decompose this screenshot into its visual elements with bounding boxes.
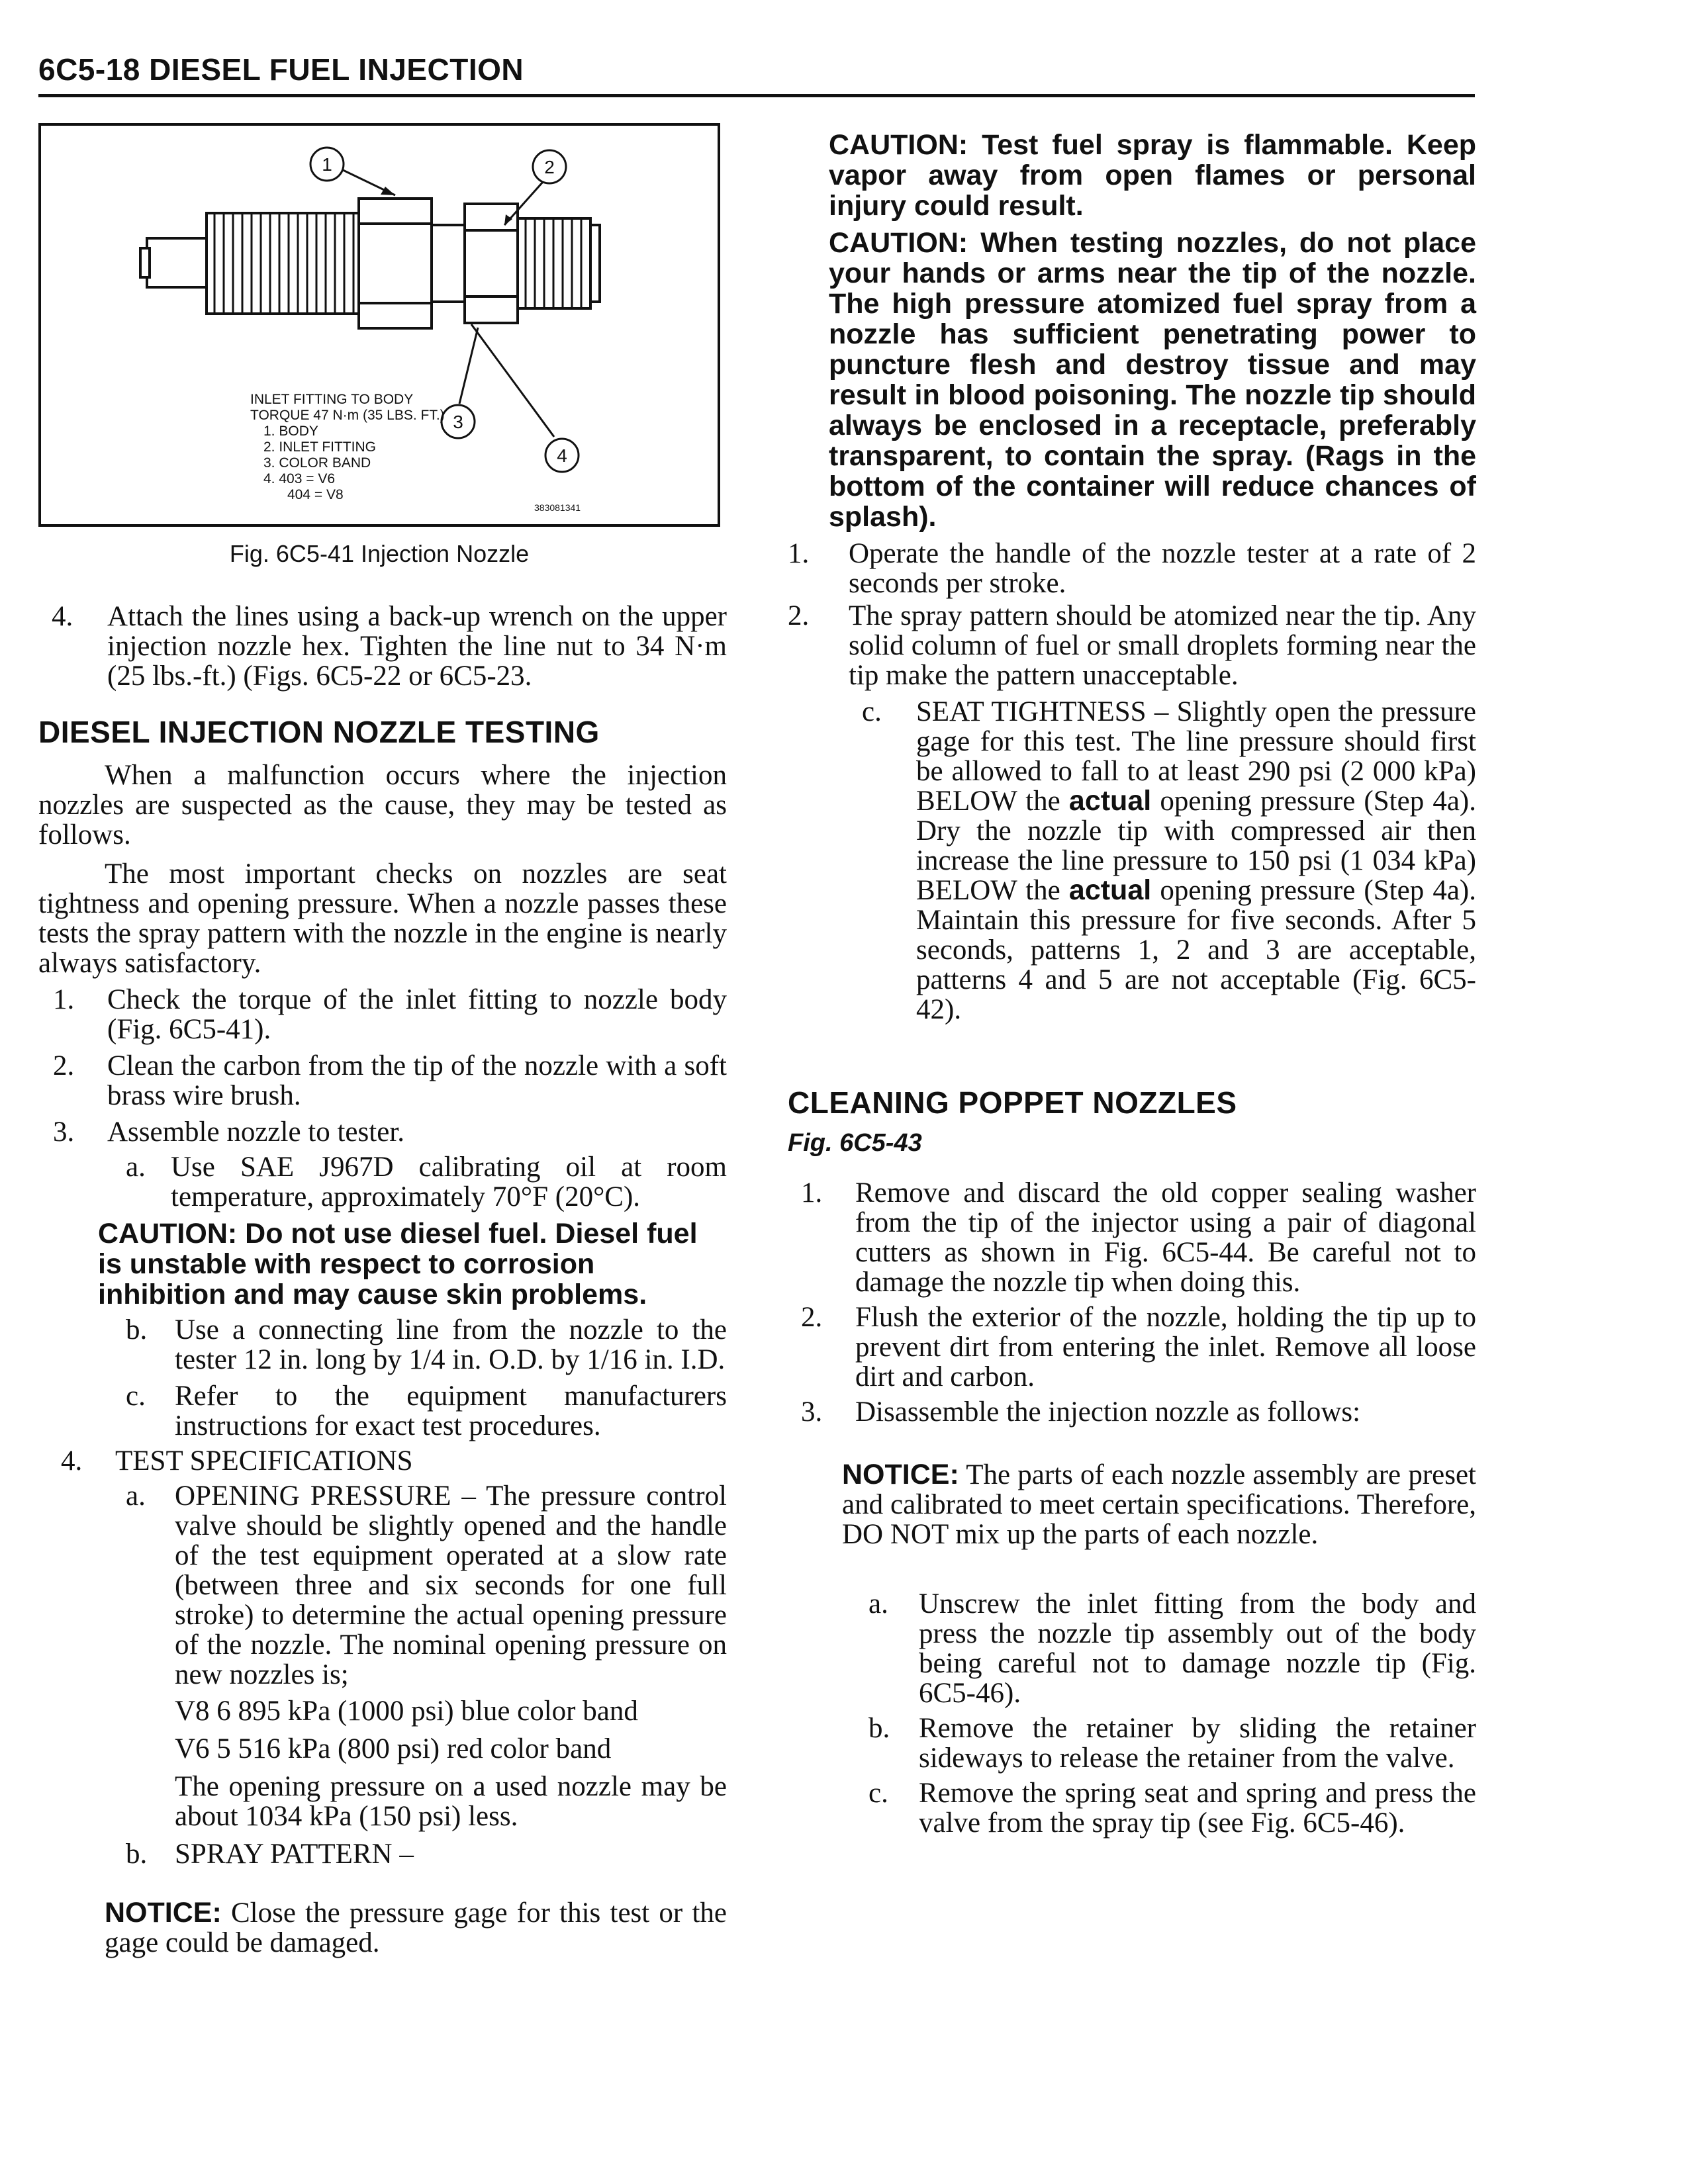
test-step-3b: b. Use a connecting line from the nozzle to the tester 12 in. long by 1/4 in. O.D. by 1/16 in. I.D. <box>126 1314 727 1375</box>
callout-3: 3 <box>453 412 463 432</box>
clean-step-2: 2. Flush the exterior of the nozzle, holding the tip up to prevent dirt from entering the inlet. Remove all loose dirt and carbon. <box>801 1302 1476 1392</box>
spray-step-1: 1. Operate the handle of the nozzle tester at a rate of 2 seconds per stroke. <box>788 538 1476 599</box>
legend-line-1: INLET FITTING TO BODY <box>250 392 414 407</box>
spec-v8-pressure: V8 6 895 kPa (1000 psi) blue color band <box>175 1696 638 1727</box>
disassemble-step-c: c. Remove the spring seat and spring and press the valve from the spray tip (see Fig. 6C5-46). <box>868 1778 1476 1839</box>
testing-paragraph-1: When a malfunction occurs where the injection nozzles are suspected as the cause, they may be tested as follows. <box>38 760 727 850</box>
nozzle-illustration <box>41 126 718 524</box>
spec-spray-pattern: b. SPRAY PATTERN – <box>126 1839 414 1870</box>
test-step-2: 2. Clean the carbon from the tip of the nozzle with a soft brass wire brush. <box>53 1050 727 1111</box>
notice-preset-parts: NOTICE: The parts of each nozzle assembly are preset and calibrated to meet certain specifications. Therefore, DO NOT mix up the parts of each nozzle. <box>842 1459 1476 1550</box>
figure-code: 383081341 <box>534 502 581 513</box>
testing-paragraph-2: The most important checks on nozzles are seat tightness and opening pressure. When a nozzle passes these tests the spray pattern with the nozzle in the engine is nearly always satisfactory. <box>38 858 727 979</box>
disassemble-step-a: a. Unscrew the inlet fitting from the body and press the nozzle tip assembly out of the body being careful not to damage nozzle tip (Fig. 6C5-46). <box>868 1588 1476 1709</box>
caution-diesel-fuel: CAUTION: Do not use diesel fuel. Diesel fuel is unstable with respect to corrosion inhibition and may cause skin problems. <box>98 1218 698 1310</box>
disassemble-step-b: b. Remove the retainer by sliding the retainer sideways to release the retainer from the valve. <box>868 1713 1476 1774</box>
heading-nozzle-testing: DIESEL INJECTION NOZZLE TESTING <box>38 715 600 749</box>
legend-line-3: 1. BODY <box>263 424 318 439</box>
test-step-3: 3. Assemble nozzle to tester. <box>53 1116 404 1148</box>
callout-1: 1 <box>322 154 332 175</box>
cleaning-figure-ref: Fig. 6C5-43 <box>788 1129 922 1157</box>
figure-caption: Fig. 6C5-41 Injection Nozzle <box>229 540 530 567</box>
clean-step-3: 3. Disassemble the injection nozzle as follows: <box>801 1396 1361 1428</box>
spec-used-nozzle: The opening pressure on a used nozzle may be about 1034 kPa (150 psi) less. <box>175 1771 727 1832</box>
test-step-3c: c. Refer to the equipment manufacturers instructions for exact test procedures. <box>126 1381 727 1441</box>
legend-line-5: 3. COLOR BAND <box>263 455 371 471</box>
header-rule <box>38 94 1475 97</box>
step-4-attach-lines: 4. Attach the lines using a back-up wrench on the upper injection nozzle hex. Tighten the line nut to 34 N·m (25 lbs.-ft.) (Figs. 6C5-22 or 6C5-23. <box>52 601 727 692</box>
legend-line-2: TORQUE 47 N·m (35 LBS. FT.) <box>250 408 445 423</box>
test-step-3a: a. Use SAE J967D calibrating oil at room temperature, approximately 70°F (20°C). <box>126 1152 727 1212</box>
caution-high-pressure: CAUTION: When testing nozzles, do not place your hands or arms near the tip of the nozzle. The high pressure atomized fuel spray from a nozzle has sufficient penetrating power to puncture flesh and destroy tissue and may result in blood poisoning. The nozzle tip should always be enclosed in a receptacle, preferably transparent, to contain the spray. (Rags in the bottom of the container will reduce chances of splash). <box>829 227 1476 533</box>
heading-cleaning-poppet: CLEANING POPPET NOZZLES <box>788 1085 1237 1120</box>
legend-line-7: 404 = V8 <box>287 487 344 502</box>
right-column <box>788 130 1476 1838</box>
legend-line-6: 4. 403 = V6 <box>263 471 336 486</box>
spec-opening-pressure: a. OPENING PRESSURE – The pressure control valve should be slightly opened and the handle of the test equipment operated at a slow rate (between three and six seconds for one full stroke) to determine the actual opening pressure of the nozzle. The nominal opening pressure on new nozzles is; <box>126 1480 727 1690</box>
test-step-4-specs: 4. TEST SPECIFICATIONS <box>61 1445 413 1477</box>
page-header: 6C5-18 DIESEL FUEL INJECTION <box>38 52 524 87</box>
notice-close-gage: NOTICE: Close the pressure gage for this test or the gage could be damaged. <box>105 1897 727 1958</box>
legend-line-4: 2. INLET FITTING <box>263 439 376 455</box>
left-column <box>38 123 727 1958</box>
test-step-1: 1. Check the torque of the inlet fitting to nozzle body (Fig. 6C5-41). <box>53 984 727 1045</box>
spec-v6-pressure: V6 5 516 kPa (800 psi) red color band <box>175 1733 612 1764</box>
caution-flammable: CAUTION: Test fuel spray is flammable. Keep vapor away from open flames or personal injury could result. <box>829 129 1476 222</box>
figure-injection-nozzle <box>38 123 720 527</box>
spray-step-2: 2. The spray pattern should be atomized near the tip. Any solid column of fuel or small droplets forming near the tip make the pattern unacceptable. <box>788 600 1476 691</box>
callout-4: 4 <box>557 445 567 466</box>
clean-step-1: 1. Remove and discard the old copper sealing washer from the tip of the injector using a pair of diagonal cutters as shown in Fig. 6C5-44. Be careful not to damage the nozzle tip when doing this. <box>801 1177 1476 1298</box>
callout-2: 2 <box>544 157 555 177</box>
seat-tightness: c. SEAT TIGHTNESS – Slightly open the pressure gage for this test. The line pressure should first be allowed to fall to at least 290 psi (2 000 kPa) BELOW the actual opening pressure (Step 4a). Dry the nozzle tip with compressed air then increase the line pressure to 150 psi (1 034 kPa) BELOW the actual opening pressure (Step 4a). Maintain this pressure for five seconds. After 5 seconds, patterns 1, 2 and 3 are acceptable, patterns 4 and 5 are not acceptable (Fig. 6C5-42). <box>862 696 1477 1025</box>
